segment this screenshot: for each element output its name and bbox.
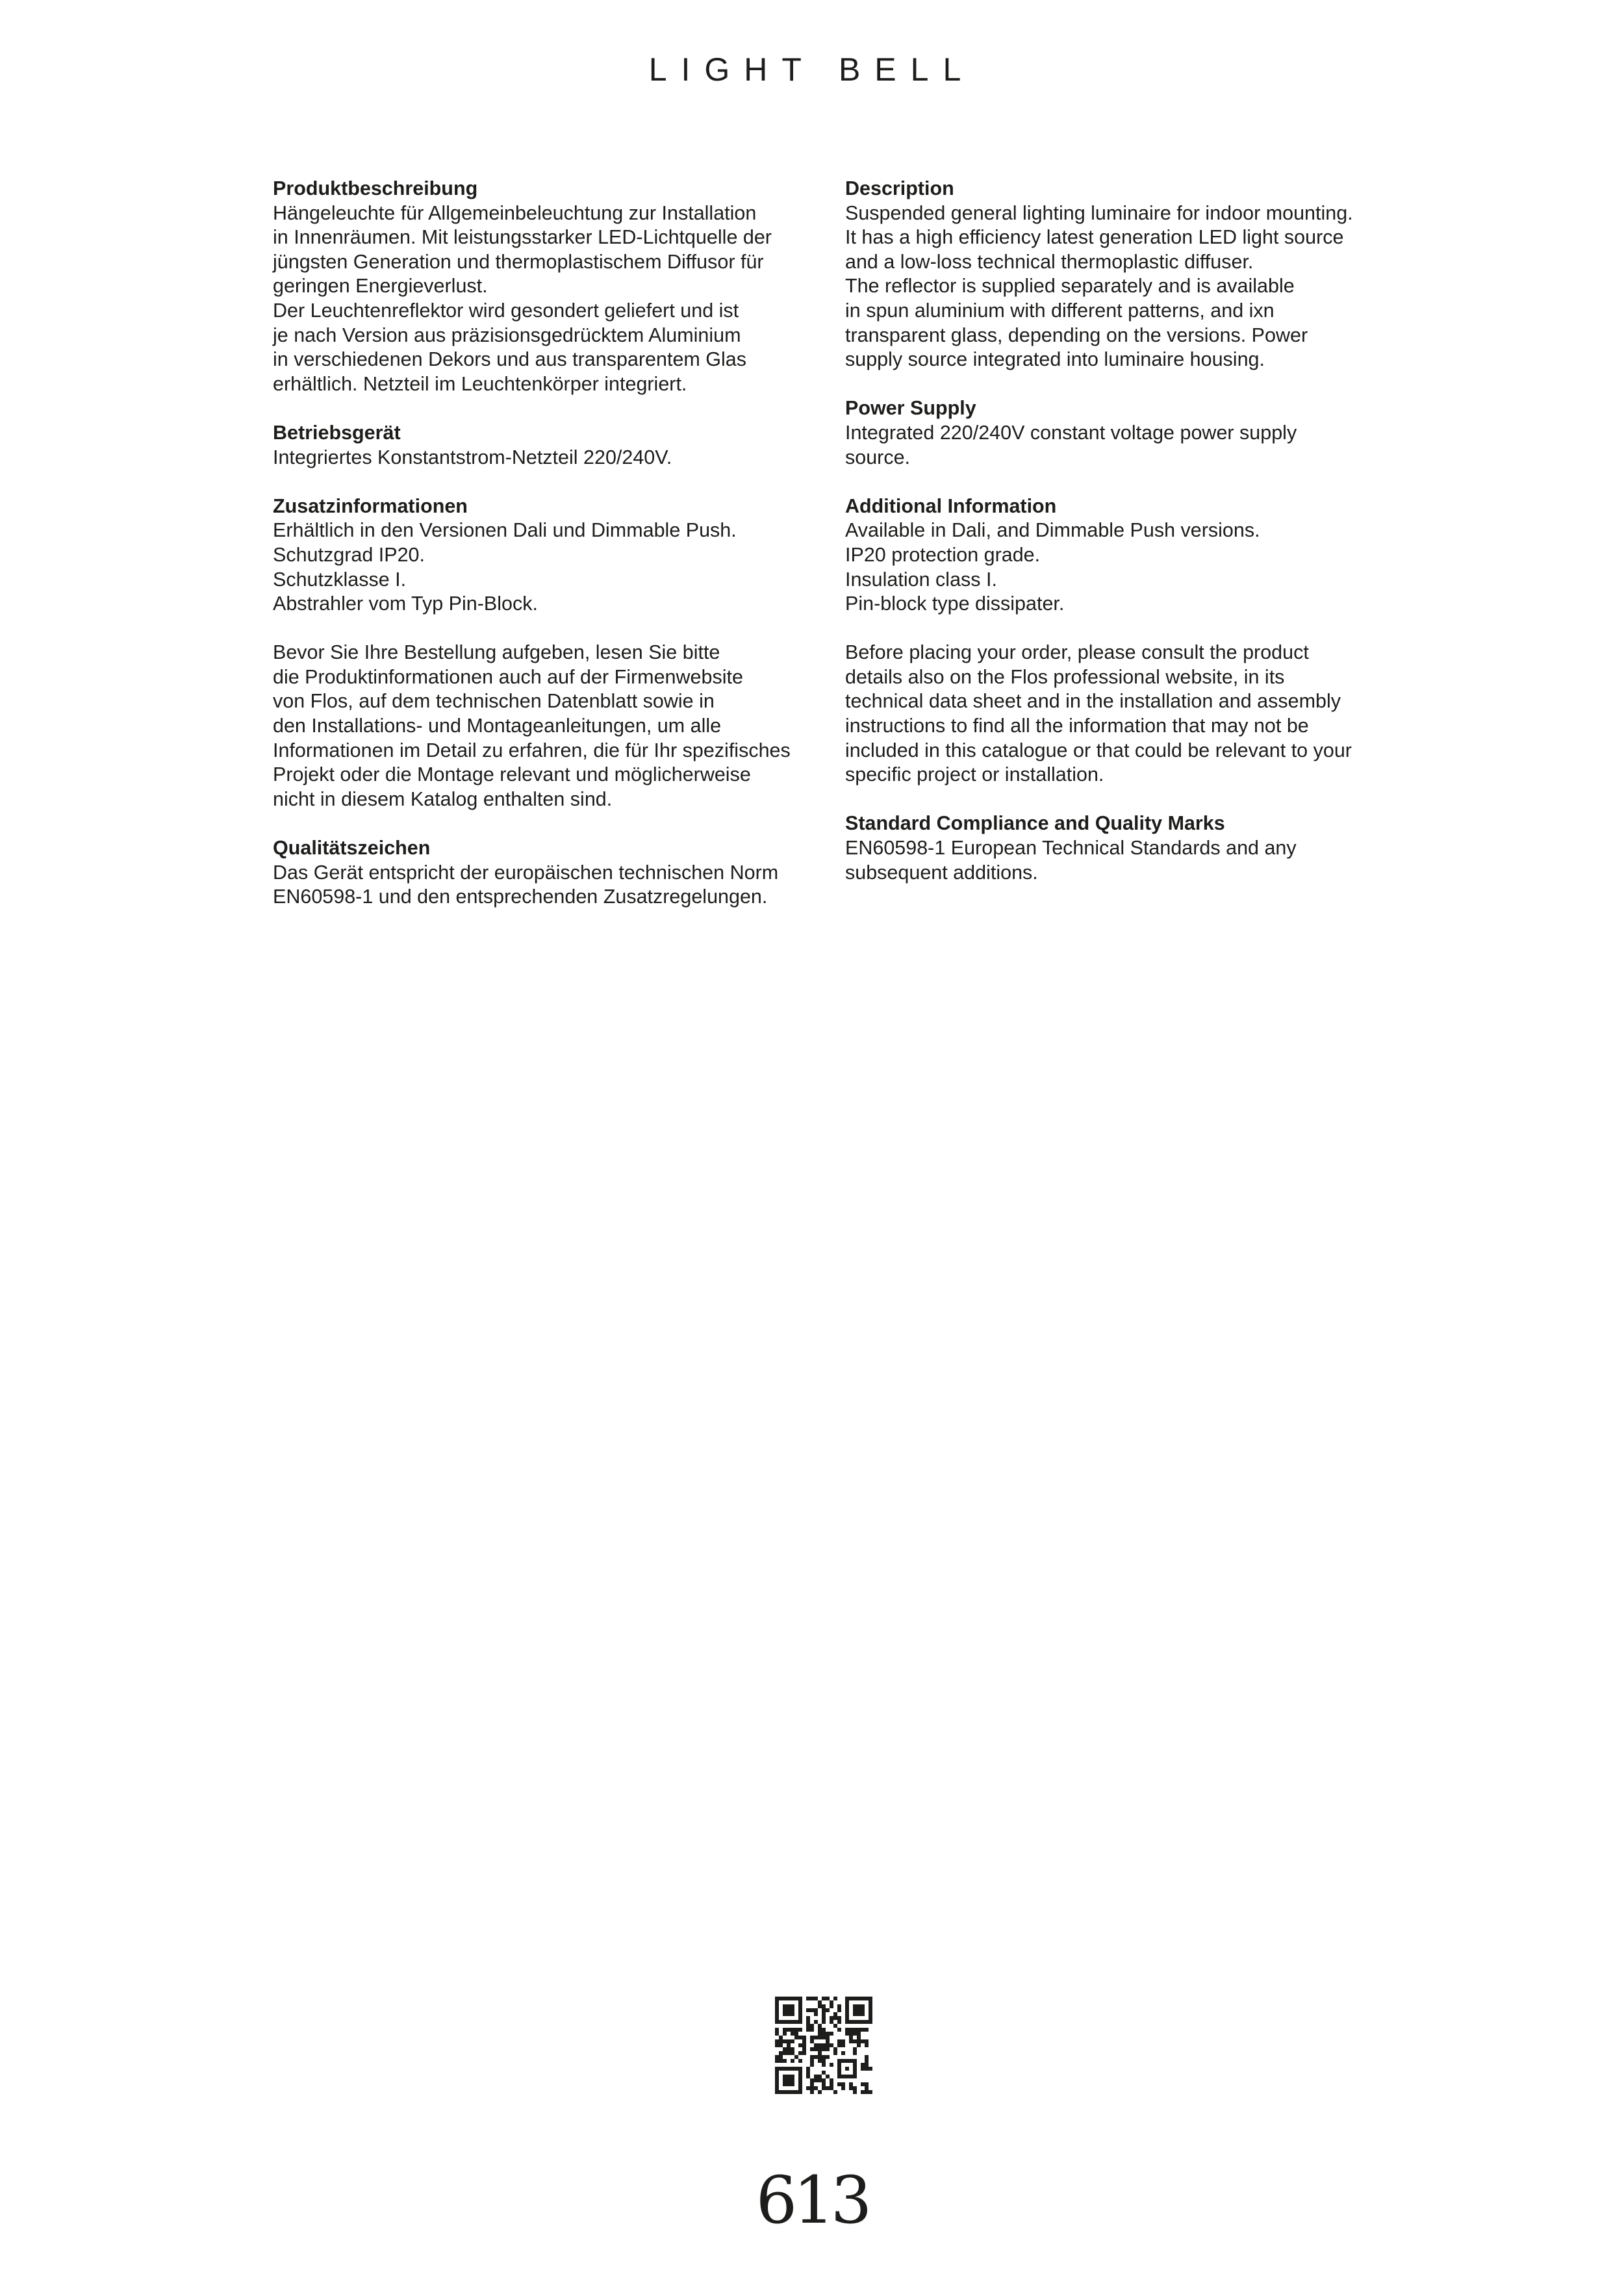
section-betriebsgeraet [273,421,812,470]
text-line: Das Gerät entspricht der europäischen technischen Norm [273,861,779,884]
section-qualitaetszeichen [273,836,812,910]
section-description [845,177,1384,372]
text-line: den Installations- und Montageanleitungen, um alle [273,715,722,737]
section-heading: Standard Compliance and Quality Marks [845,812,1225,835]
qr-code-icon[interactable] [775,1997,872,2094]
text-line: and a low-loss technical thermoplastic diffuser. [845,250,1254,273]
page-title: LIGHT BELL [648,51,976,88]
text-line: Informationen im Detail zu erfahren, die für Ihr spezifisches [273,739,791,761]
text-line: Abstrahler vom Typ Pin-Block. [273,593,538,615]
text-line: instructions to find all the information that may not be [845,715,1309,737]
text-line: in spun aluminium with different patterns, and ixn [845,299,1275,322]
section-produktbeschreibung [273,177,812,396]
text-line: Integrated 220/240V constant voltage power supply [845,421,1297,444]
section-additional-information [845,494,1384,617]
section-bestellhinweis [273,641,812,811]
text-line: Integriertes Konstantstrom-Netzteil 220/240V. [273,446,672,468]
section-heading: Description [845,177,954,199]
text-line: nicht in diesem Katalog enthalten sind. [273,787,613,810]
german-column [273,177,812,934]
section-heading: Power Supply [845,397,976,420]
english-column [845,177,1384,910]
text-line: EN60598-1 European Technical Standards and any [845,837,1297,860]
text-line: je nach Version aus präzisionsgedrücktem Aluminium [273,324,741,346]
section-standard-compliance [845,811,1384,885]
text-line: subsequent additions. [845,861,1038,884]
section-order-notice [845,641,1384,787]
text-line: supply source integrated into luminaire housing. [845,348,1265,371]
text-line: transparent glass, depending on the versions. Power [845,324,1308,346]
text-line: Before placing your order, please consult the product [845,641,1309,664]
text-line: die Produktinformationen auch auf der Firmenwebsite [273,665,743,688]
text-line: included in this catalogue or that could be relevant to your [845,739,1352,761]
page-number: 613 [755,2162,869,2238]
text-line: in Innenräumen. Mit leistungsstarker LED-Lichtquelle der [273,226,772,249]
text-line: Der Leuchtenreflektor wird gesondert geliefert und ist [273,299,739,322]
text-line: Insulation class I. [845,568,997,591]
text-line: IP20 protection grade. [845,543,1041,566]
text-line: Hängeleuchte für Allgemeinbeleuchtung zur Installation [273,201,757,224]
text-line: geringen Energieverlust. [273,275,488,298]
text-line: Suspended general lighting luminaire for indoor mounting. [845,201,1353,224]
text-line: Projekt oder die Montage relevant und möglicherweise [273,763,751,786]
text-line: Schutzgrad IP20. [273,543,425,566]
text-line: source. [845,446,911,468]
text-line: erhältlich. Netzteil im Leuchtenkörper integriert. [273,372,687,395]
text-line: Bevor Sie Ihre Bestellung aufgeben, lesen Sie bitte [273,641,720,664]
text-line: technical data sheet and in the installation and assembly [845,690,1341,713]
section-zusatzinformationen [273,494,812,617]
text-line: von Flos, auf dem technischen Datenblatt sowie in [273,690,715,713]
text-line: EN60598-1 und den entsprechenden Zusatzregelungen. [273,886,768,908]
text-line: details also on the Flos professional website, in its [845,665,1285,688]
text-line: specific project or installation. [845,763,1104,786]
section-heading: Additional Information [845,494,1057,517]
section-heading: Produktbeschreibung [273,177,478,199]
text-line: Schutzklasse I. [273,568,407,591]
text-line: Available in Dali, and Dimmable Push versions. [845,519,1260,542]
text-line: It has a high efficiency latest generation LED light source [845,226,1344,249]
section-heading: Qualitätszeichen [273,837,431,860]
text-line: Erhältlich in den Versionen Dali und Dimmable Push. [273,519,737,542]
section-heading: Betriebsgerät [273,421,401,444]
text-line: in verschiedenen Dekors und aus transparentem Glas [273,348,747,371]
section-heading: Zusatzinformationen [273,494,468,517]
text-line: jüngsten Generation und thermoplastischem Diffusor für [273,250,764,273]
text-line: Pin-block type dissipater. [845,593,1065,615]
section-power-supply [845,396,1384,470]
text-line: The reflector is supplied separately and is available [845,275,1295,298]
